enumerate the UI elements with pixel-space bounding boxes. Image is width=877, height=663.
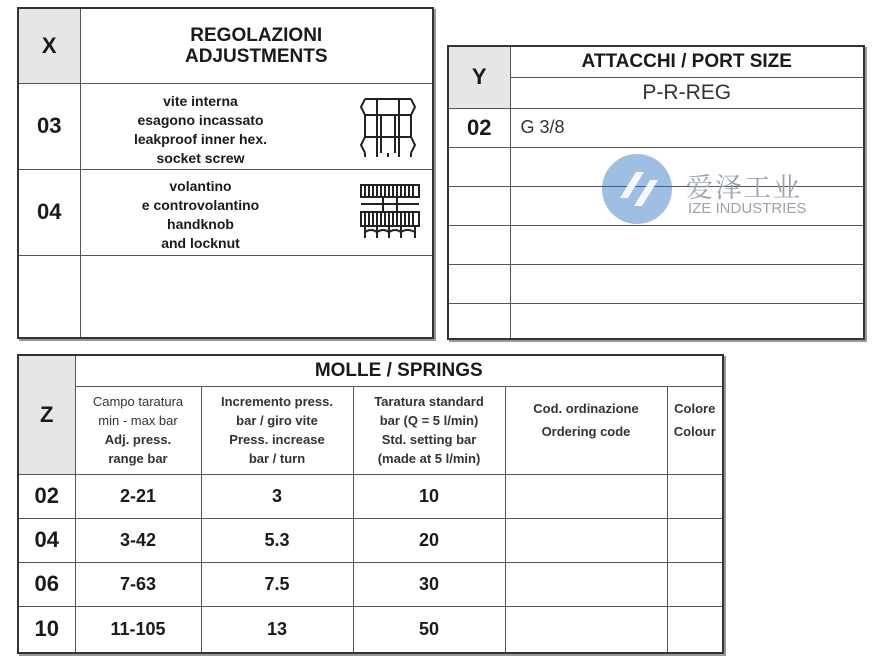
row-description: volantino e controvolantino handknob and locknut: [80, 169, 433, 255]
row-code: 10: [18, 606, 75, 653]
range-cell: 3-42: [75, 518, 201, 562]
ordering-code-cell: [505, 606, 667, 653]
watermark-english: IZE INDUSTRIES: [688, 200, 807, 217]
increase-cell: 5.3: [201, 518, 353, 562]
increase-cell: 7.5: [201, 562, 353, 606]
setting-cell: 10: [353, 474, 505, 518]
range-cell: 7-63: [75, 562, 201, 606]
watermark-chinese: 爱泽工业: [686, 173, 802, 204]
ize-logo-icon: [600, 152, 674, 231]
handknob-locknut-icon: [359, 182, 421, 249]
x-code-header: X: [18, 8, 80, 83]
adjustments-title: REGOLAZIONI ADJUSTMENTS: [80, 8, 433, 83]
port-size-subtitle: P-R-REG: [510, 77, 864, 108]
col-header-ordering-code: Cod. ordinazione Ordering code: [505, 386, 667, 474]
hex-socket-screw-icon: [359, 95, 417, 164]
colour-cell: [667, 606, 723, 653]
table-row-empty: [448, 264, 864, 303]
table-row-empty: [18, 255, 433, 338]
row-description: vite interna esagono incassato leakproof inner hex. socket screw: [80, 83, 433, 169]
port-size-value: G 3/8: [510, 108, 864, 147]
range-cell: 11-105: [75, 606, 201, 653]
col-header-increase: Incremento press. bar / giro vite Press. increase bar / turn: [201, 386, 353, 474]
table-row: [18, 169, 433, 255]
row-code: 06: [18, 562, 75, 606]
colour-cell: [667, 562, 723, 606]
z-code-header: Z: [18, 355, 75, 474]
col-header-setting: Taratura standard bar (Q = 5 l/min) Std. setting bar (made at 5 l/min): [353, 386, 505, 474]
row-code: 03: [18, 83, 80, 169]
table-row: [448, 108, 864, 147]
row-code: 02: [18, 474, 75, 518]
increase-cell: 13: [201, 606, 353, 653]
colour-cell: [667, 518, 723, 562]
adjustments-table: [17, 7, 434, 339]
col-header-colour: Colore Colour: [667, 386, 723, 474]
increase-cell: 3: [201, 474, 353, 518]
y-code-header: Y: [448, 46, 510, 108]
table-row: [18, 562, 723, 606]
colour-cell: [667, 474, 723, 518]
setting-cell: 50: [353, 606, 505, 653]
table-row: [18, 606, 723, 653]
table-row: [18, 83, 433, 169]
table-row: [18, 518, 723, 562]
table-row-empty: [448, 303, 864, 339]
ordering-code-cell: [505, 474, 667, 518]
watermark: [600, 150, 877, 230]
row-code: 04: [18, 169, 80, 255]
row-code: 04: [18, 518, 75, 562]
table-row: [18, 474, 723, 518]
col-header-range: Campo taratura min - max bar Adj. press. range bar: [75, 386, 201, 474]
springs-table: [17, 354, 724, 654]
row-code: 02: [448, 108, 510, 147]
setting-cell: 20: [353, 518, 505, 562]
setting-cell: 30: [353, 562, 505, 606]
springs-title: MOLLE / SPRINGS: [75, 355, 723, 386]
ordering-code-cell: [505, 518, 667, 562]
port-size-title: ATTACCHI / PORT SIZE: [510, 46, 864, 77]
ordering-code-cell: [505, 562, 667, 606]
range-cell: 2-21: [75, 474, 201, 518]
